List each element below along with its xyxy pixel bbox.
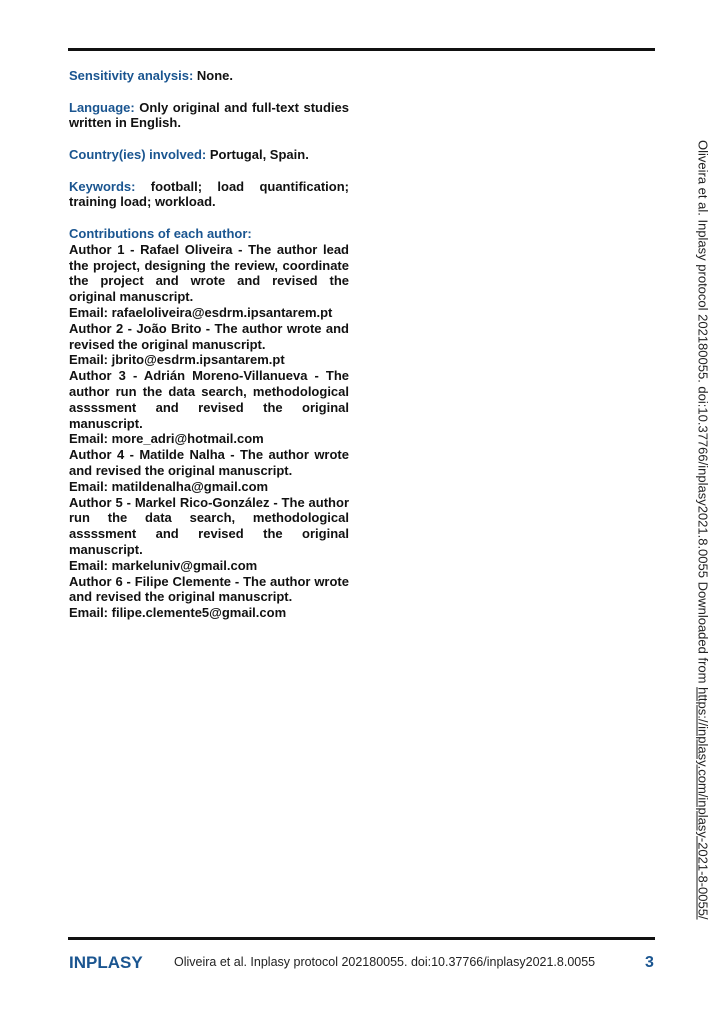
author-description: Author 2 - João Brito - The author wrote and revised the original manuscript. bbox=[69, 320, 349, 352]
keywords bbox=[69, 179, 349, 211]
section-text: Only original and full-text studies written in English. bbox=[69, 99, 349, 131]
contributions bbox=[69, 226, 349, 621]
section-label: Keywords: bbox=[69, 178, 136, 194]
footer-citation: Oliveira et al. Inplasy protocol 202180055. doi:10.37766/inplasy2021.8.0055 bbox=[174, 955, 596, 969]
author-description: Author 1 - Rafael Oliveira - The author lead the project, designing the review, coordinate the project and wrote and revised the original manuscript. bbox=[69, 241, 349, 305]
author-email: Email: markeluniv@gmail.com bbox=[69, 557, 258, 573]
section-label: Language: bbox=[69, 99, 135, 115]
section-label: Contributions of each author: bbox=[69, 225, 252, 241]
footer-brand-logo: INPLASY bbox=[69, 953, 143, 972]
author-email: Email: filipe.clemente5@gmail.com bbox=[69, 605, 287, 621]
countries bbox=[69, 147, 349, 163]
author-email: Email: jbrito@esdrm.ipsantarem.pt bbox=[69, 352, 285, 368]
author-email: Email: more_adri@hotmail.com bbox=[69, 431, 264, 447]
page-number: 3 bbox=[645, 954, 654, 971]
download-link[interactable]: https://inplasy.com/inplasy-2021-8-0055/ bbox=[695, 687, 711, 920]
author-description: Author 6 - Filipe Clemente - The author wrote and revised the original manuscript. bbox=[69, 573, 349, 605]
side-download-note bbox=[696, 140, 711, 920]
author-description: Author 3 - Adrián Moreno-Villanueva - The author run the data search, methodological assssment and revised the original manuscript. bbox=[69, 368, 349, 431]
section-text: Portugal, Spain. bbox=[206, 146, 309, 162]
footer-rule bbox=[68, 937, 655, 940]
main-column bbox=[69, 68, 349, 621]
side-note-text: Oliveira et al. Inplasy protocol 202180055. doi:10.37766/inplasy2021.8.0055 Downloaded from bbox=[695, 140, 711, 688]
author-description: Author 4 - Matilde Nalha - The author wrote and revised the original manuscript. bbox=[69, 447, 349, 478]
section-text: None. bbox=[193, 68, 234, 83]
section-text: football; load quantification; training load; workload. bbox=[69, 178, 349, 210]
author-email: Email: rafaeloliveira@esdrm.ipsantarem.pt bbox=[69, 304, 333, 320]
language bbox=[69, 100, 349, 132]
author-email: Email: matildenalha@gmail.com bbox=[69, 478, 269, 494]
sensitivity-analysis bbox=[69, 68, 349, 84]
header-rule bbox=[68, 48, 655, 51]
section-label: Sensitivity analysis: bbox=[69, 68, 194, 83]
section-label: Country(ies) involved: bbox=[69, 146, 207, 162]
author-description: Author 5 - Markel Rico-González - The author run the data search, methodological assssment and revised the original manuscript. bbox=[69, 494, 349, 557]
